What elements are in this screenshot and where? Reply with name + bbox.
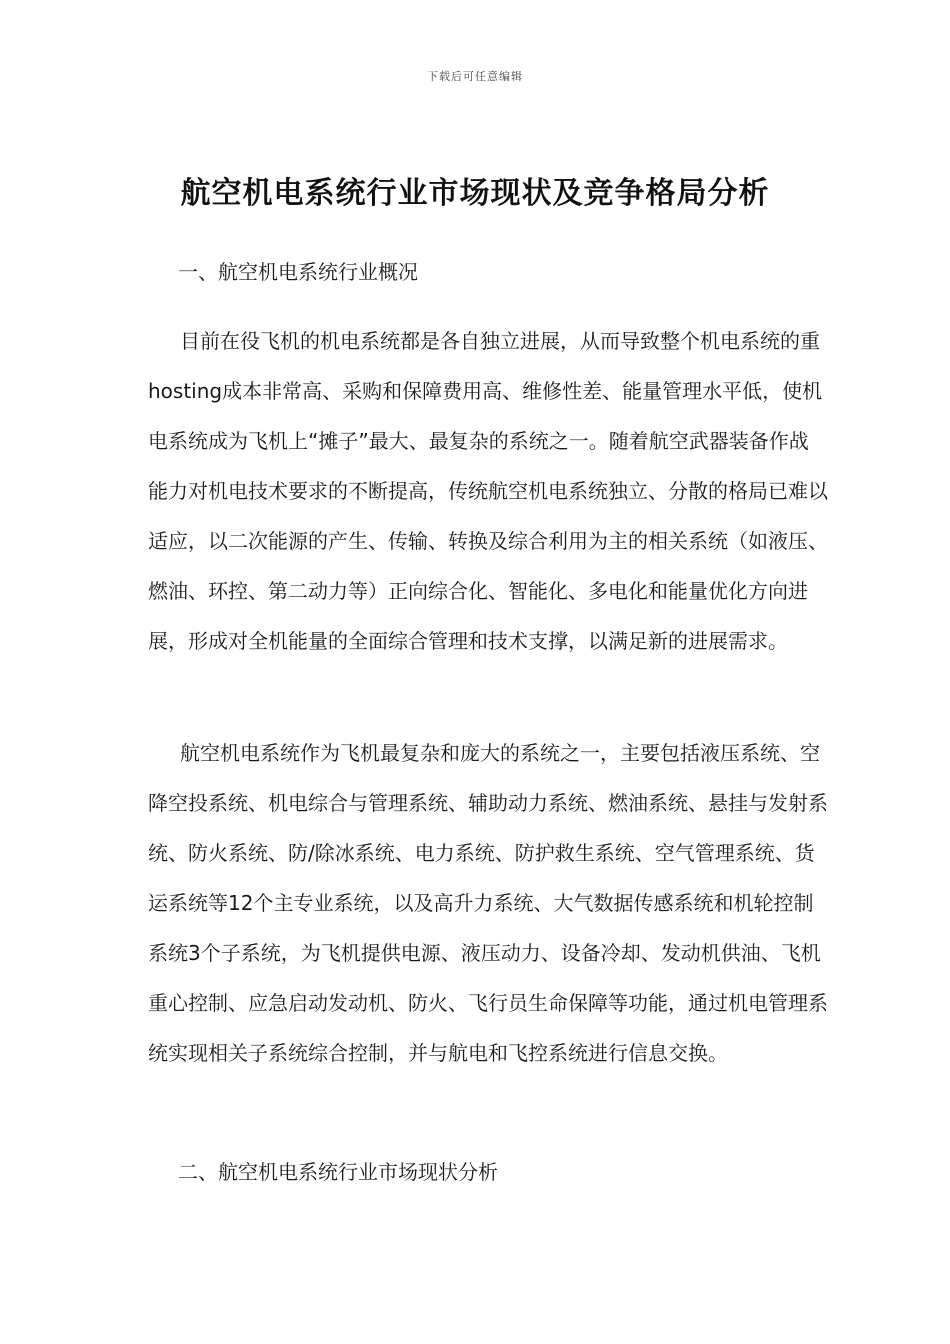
paragraph-overview-1: 目前在役飞机的机电系统都是各自独立进展，从而导致整个机电系统的重hosting成本非常高、采购和保障费用高、维修性差、能量管理水平低，使机电系统成为飞机上“摊子”最大、最复杂的系统之一。随着航空武器装备作战能力对机电技术要求的不断提高，传统航空机电系统独立、分散的格局已难以适应，以二次能源的产生、传输、转换及综合利用为主的相关系统（如液压、燃油、环控、第二动力等）正向综合化、智能化、多电化和能量优化方向进展，形成对全机能量的全面综合管理和技术支撑，以满足新的进展需求。 [148, 329, 828, 653]
header-note: 下载后可任意编辑 [427, 70, 523, 83]
document-title: 航空机电系统行业市场现状及竞争格局分析 [180, 176, 770, 211]
section-heading-overview: 一、航空机电系统行业概况 [178, 260, 418, 284]
paragraph-overview-2: 航空机电系统作为飞机最复杂和庞大的系统之一，主要包括液压系统、空降空投系统、机电综合与管理系统、辅助动力系统、燃油系统、悬挂与发射系统、防火系统、防/除冰系统、电力系统、防护救生系统、空气管理系统、货运系统等12个主专业系统，以及高升力系统、大气数据传感系统和机轮控制系统3个子系统，为飞机提供电源、液压动力、设备冷却、发动机供油、飞机重心控制、应急启动发动机、防火、飞行员生命保障等功能，通过机电管理系统实现相关子系统综合控制，并与航电和飞控系统进行信息交换。 [148, 741, 828, 1065]
section-heading-market-status: 二、航空机电系统行业市场现状分析 [178, 1160, 498, 1184]
